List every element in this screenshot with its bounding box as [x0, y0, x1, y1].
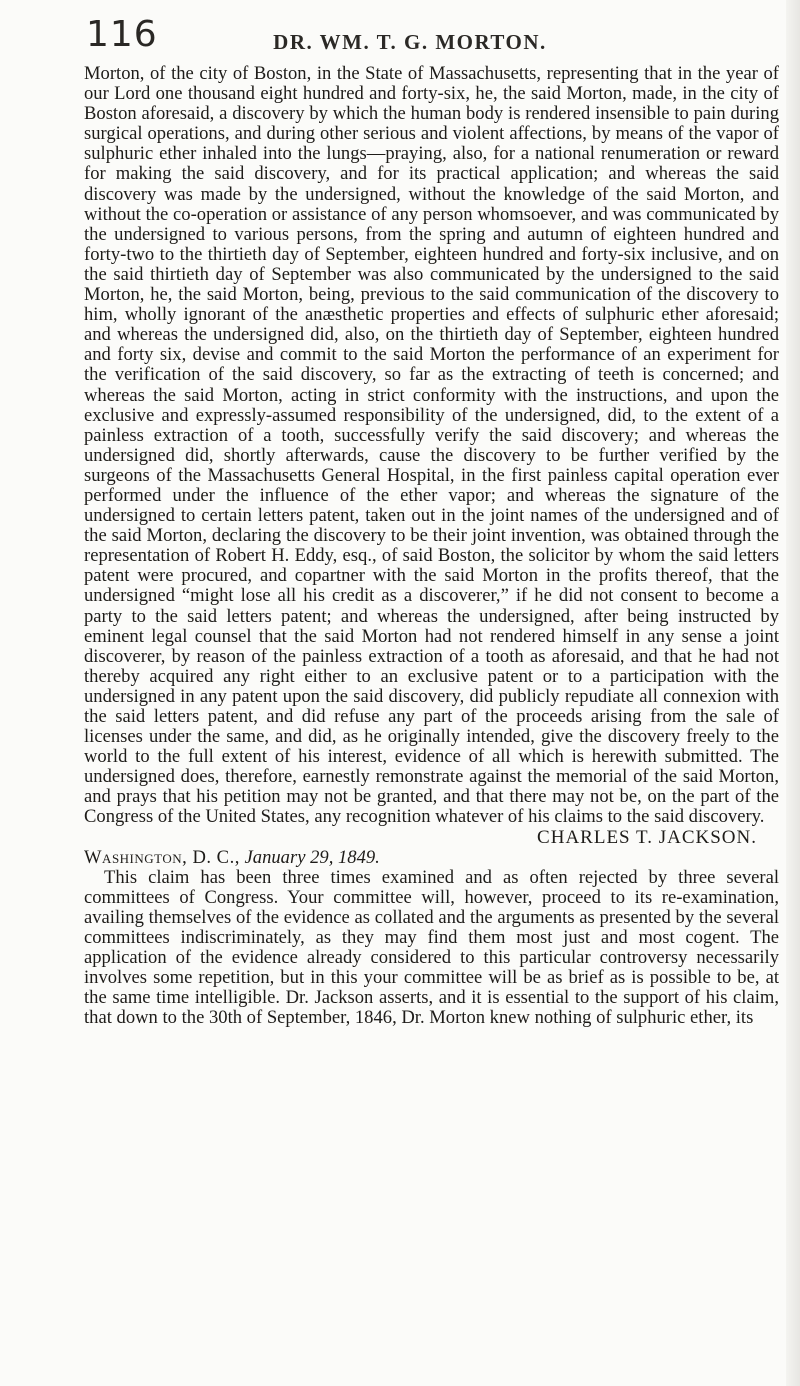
page-number: 116 [86, 14, 158, 55]
dateline [84, 848, 779, 868]
dateline-date: January 29, 1849. [244, 846, 380, 868]
letter-paragraph: Morton, of the city of Boston, in the State of Massachusetts, representing that in the year of our Lord one thousand eight hundred and forty-six, he, the said Morton, made, in the city of Boston aforesaid, a discovery by which the human body is rendered insensible to pain during surgical operations, and during other serious and violent affections, by means of the vapor of sulphuric ether inhaled into the lungs—praying, also, for a national renumeration or reward for making the said discovery, and for its practical application; and whereas the said discovery was made by the undersigned, without the knowledge of the said Morton, and without the co-operation or assistance of any person whomsoever, and was communicated by the undersigned to various persons, from the spring and autumn of eighteen hundred and forty-two to the thirtieth day of September, eighteen hundred and forty-six inclusive, and on the said thirtieth day of September was also communicated by the undersigned to the said Morton, he, the said Morton, being, previous to the said communication of the discovery to him, wholly ignorant of the anæsthetic properties and effects of sulphuric ether aforesaid; and whereas the undersigned did, also, on the thirtieth day of September, eighteen hundred and forty six, devise and commit to the said Morton the performance of an experiment for the verification of the said discovery, so far as the extracting of teeth is concerned; and whereas the said Morton, acting in strict conformity with the instructions, and upon the exclusive and expressly-assumed responsibility of the undersigned, did, to the extent of a painless extraction of a tooth, successfully verify the said discovery; and whereas the undersigned did, shortly afterwards, cause the discovery to be further verified by the surgeons of the Massachusetts General Hospital, in the first painless capital operation ever performed under the influence of the ether vapor; and whereas the signature of the undersigned to certain letters patent, taken out in the joint names of the undersigned and of the said Morton, declaring the discovery to be their joint invention, was obtained through the representation of Robert H. Eddy, esq., of said Boston, the solicitor by whom the said letters patent were procured, and copartner with the said Morton in the profits thereof, that the undersigned “might lose all his credit as a discoverer,” if he did not consent to become a party to the said letters patent; and whereas the undersigned, after being instructed by eminent legal counsel that the said Morton had not rendered himself in any sense a joint discoverer, by reason of the painless extraction of a tooth as aforesaid, and that he had not thereby acquired any right either to an exclusive patent or to a participation with the undersigned in any patent upon the said discovery, did publicly repudiate all connexion with the said letters patent, and did refuse any part of the proceeds arising from the sale of licenses under the same, and did, as he originally intended, give the discovery freely to the world to the full extent of his interest, evidence of all which is herewith submitted. The undersigned does, therefore, earnestly remonstrate against the memorial of the said Morton, and prays that his petition may not be granted, and that there may not be, on the part of the Congress of the United States, any recognition whatever of his claims to the said discovery. [84, 63, 779, 828]
dateline-place: Washington, D. C., [84, 846, 240, 868]
closing-paragraph: This claim has been three times examined and as often rejected by three several committees of Congress. Your committee will, however, proceed to its re-examination, availing themselves of the evidence as collated and the arguments as presented by the several committees indiscriminately, as they may find them most just and most cogent. The application of the evidence already considered to this particular controversy necessarily involves some repetition, but in this your committee will be as brief as is possible to be, at the same time intelligible. Dr. Jackson asserts, and it is essential to the support of his claim, that down to the 30th of September, 1846, Dr. Morton knew nothing of sulphuric ether, its [84, 866, 779, 1029]
running-head: DR. WM. T. G. MORTON. [273, 30, 547, 54]
gutter-shadow [786, 0, 800, 1386]
signature: CHARLES T. JACKSON. [537, 826, 757, 848]
body-text [84, 64, 779, 1029]
